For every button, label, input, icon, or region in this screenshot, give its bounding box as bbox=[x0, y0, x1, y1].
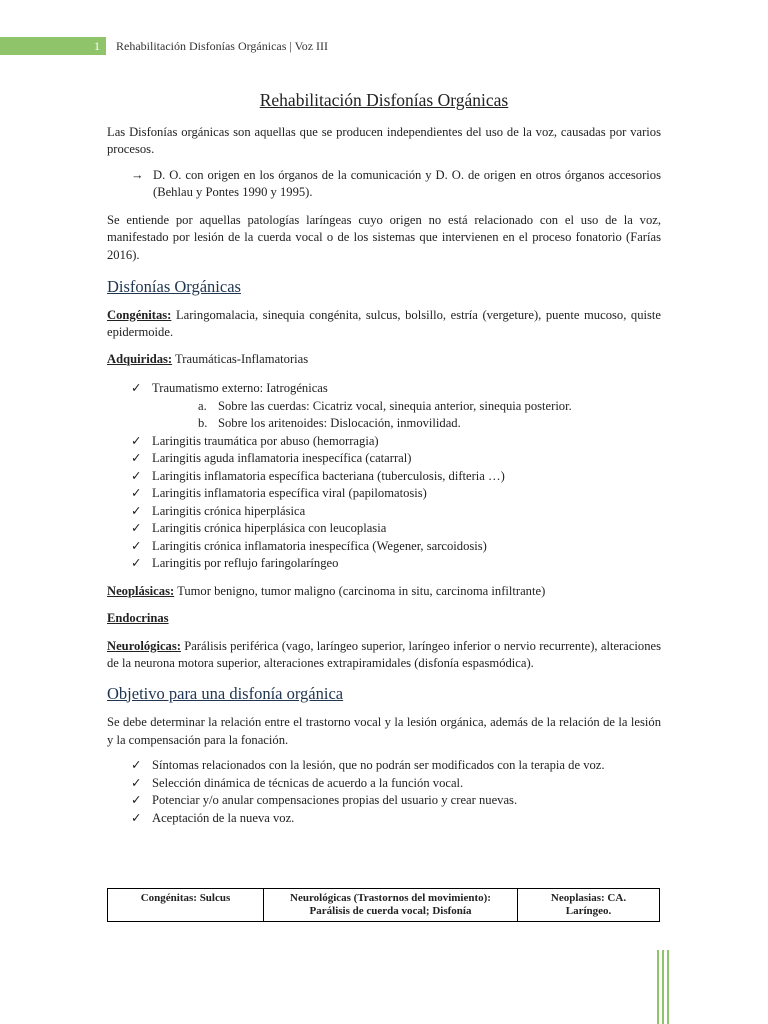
table-cell-neurologicas: Neurológicas (Trastornos del movimiento): Parálisis de cuerda vocal; Disfonía bbox=[264, 889, 518, 922]
intro-paragraph-1: Las Disfonías orgánicas son aquellas que se producen independientes del uso de la voz, causadas por varios procesos. bbox=[107, 124, 661, 156]
list-item: ✓ Laringitis inflamatoria específica bacteriana (tuberculosis, difteria …) bbox=[131, 468, 661, 486]
objetivo-checklist bbox=[107, 757, 661, 827]
table-cell-neoplasias: Neoplasias: CA. Laríngeo. bbox=[518, 889, 660, 922]
summary-table bbox=[107, 888, 660, 922]
sub-list-item: b. Sobre los aritenoides: Dislocación, inmovilidad. bbox=[198, 416, 461, 430]
endocrinas-label: Endocrinas bbox=[107, 611, 169, 625]
congenitas-label: Congénitas: bbox=[107, 307, 172, 322]
list-item: ✓ Laringitis traumática por abuso (hemorragia) bbox=[131, 433, 661, 451]
list-item: ✓ Laringitis crónica inflamatoria inespecífica (Wegener, sarcoidosis) bbox=[131, 538, 661, 556]
check-icon: ✓ bbox=[131, 486, 142, 500]
list-item: ✓ Selección dinámica de técnicas de acuerdo a la función vocal. bbox=[131, 775, 661, 793]
check-icon: ✓ bbox=[131, 468, 142, 483]
document-title: Rehabilitación Disfonías Orgánicas bbox=[259, 90, 509, 110]
page-number: 1 bbox=[94, 39, 100, 53]
list-item: ✓ Laringitis por reflujo faringolaríngeo bbox=[131, 555, 661, 573]
sub-list-item: a. Sobre las cuerdas: Cicatriz vocal, sinequia anterior, sinequia posterior. bbox=[198, 398, 572, 413]
table-cell-congenitas: Congénitas: Sulcus bbox=[108, 889, 264, 922]
list-item: ✓ Laringitis inflamatoria específica viral (papilomatosis) bbox=[131, 485, 661, 503]
neurologicas-paragraph bbox=[107, 638, 661, 673]
list-item: ✓ Potenciar y/o anular compensaciones propias del usuario y crear nuevas. bbox=[131, 792, 661, 810]
arrow-item-text: D. O. con origen en los órganos de la comunicación y D. O. de origen en otros órganos accesorios (Behlau y Pontes 1990 y 1995). bbox=[153, 167, 661, 199]
running-title: Rehabilitación Disfonías Orgánicas | Voz III bbox=[116, 39, 329, 53]
check-icon: ✓ bbox=[131, 433, 142, 448]
section-heading-disfonias: Disfonías Orgánicas bbox=[107, 277, 241, 296]
congenitas-paragraph bbox=[107, 307, 661, 342]
neoplasicas-label: Neoplásicas: bbox=[107, 583, 175, 598]
adquiridas-text: Traumáticas-Inflamatorias bbox=[172, 351, 309, 366]
intro-paragraph-2: Se entiende por aquellas patologías laríngeas cuyo origen no está relacionado con el uso de la voz, manifestado por lesión de la cuerda vocal o de los sistemas que intervienen en el proceso fonatorio (Farías 2016). bbox=[107, 212, 661, 262]
neoplasicas-paragraph bbox=[107, 583, 661, 601]
neoplasicas-text: Tumor benigno, tumor maligno (carcinoma in situ, carcinoma infiltrante) bbox=[174, 583, 546, 598]
check-icon: ✓ bbox=[131, 538, 142, 553]
list-item: ✓ Laringitis crónica hiperplásica con leucoplasia bbox=[131, 520, 661, 538]
neurologicas-label: Neurológicas: bbox=[107, 638, 181, 653]
check-icon: ✓ bbox=[131, 810, 142, 825]
adquiridas-checklist bbox=[107, 380, 661, 573]
decorative-line bbox=[667, 950, 669, 1024]
check-icon: ✓ bbox=[131, 775, 142, 790]
check-icon: ✓ bbox=[131, 556, 142, 570]
check-icon: ✓ bbox=[131, 381, 142, 395]
congenitas-text: Laringomalacia, sinequia congénita, sulcus, bolsillo, estría (vergeture), puente mucoso, quiste epidermoide. bbox=[107, 307, 661, 339]
check-icon: ✓ bbox=[131, 503, 142, 518]
check-icon: ✓ bbox=[131, 451, 142, 465]
decorative-line bbox=[657, 950, 659, 1024]
list-item: ✓ Laringitis crónica hiperplásica bbox=[131, 503, 661, 521]
adquiridas-paragraph bbox=[107, 351, 661, 369]
check-icon: ✓ bbox=[131, 521, 142, 535]
list-item: ✓ Síntomas relacionados con la lesión, que no podrán ser modificados con la terapia de voz. bbox=[131, 757, 661, 775]
endocrinas-paragraph bbox=[107, 610, 661, 628]
document-body bbox=[107, 92, 661, 827]
neurologicas-text: Parálisis periférica (vago, laríngeo superior, laríngeo inferior o nervio recurrente), alteraciones de la neurona motora superior, alteraciones extrapiramidales (disfonía espasmódica). bbox=[107, 638, 661, 670]
check-icon: ✓ bbox=[131, 793, 142, 807]
list-item: ✓ Laringitis aguda inflamatoria inespecífica (catarral) bbox=[131, 450, 661, 468]
list-item: ✓ Aceptación de la nueva voz. bbox=[131, 810, 661, 828]
check-icon: ✓ bbox=[131, 758, 142, 772]
table-row bbox=[108, 889, 660, 922]
arrow-list-item bbox=[131, 167, 661, 202]
objetivo-paragraph: Se debe determinar la relación entre el trastorno vocal y la lesión orgánica, además de la relación de la lesión y la compensación para la fonación. bbox=[107, 715, 661, 747]
decorative-line bbox=[662, 950, 664, 1024]
section-heading-objetivo: Objetivo para una disfonía orgánica bbox=[107, 683, 344, 703]
list-item: ✓ Traumatismo externo: Iatrogénicas a. Sobre las cuerdas: Cicatriz vocal, sinequia anterior, sinequia posterior. b. Sobre los aritenoides: Dislocación, inmovilidad. bbox=[131, 380, 661, 433]
adquiridas-label: Adquiridas: bbox=[107, 351, 173, 366]
arrow-icon: → bbox=[131, 167, 144, 182]
sub-list bbox=[152, 398, 661, 433]
